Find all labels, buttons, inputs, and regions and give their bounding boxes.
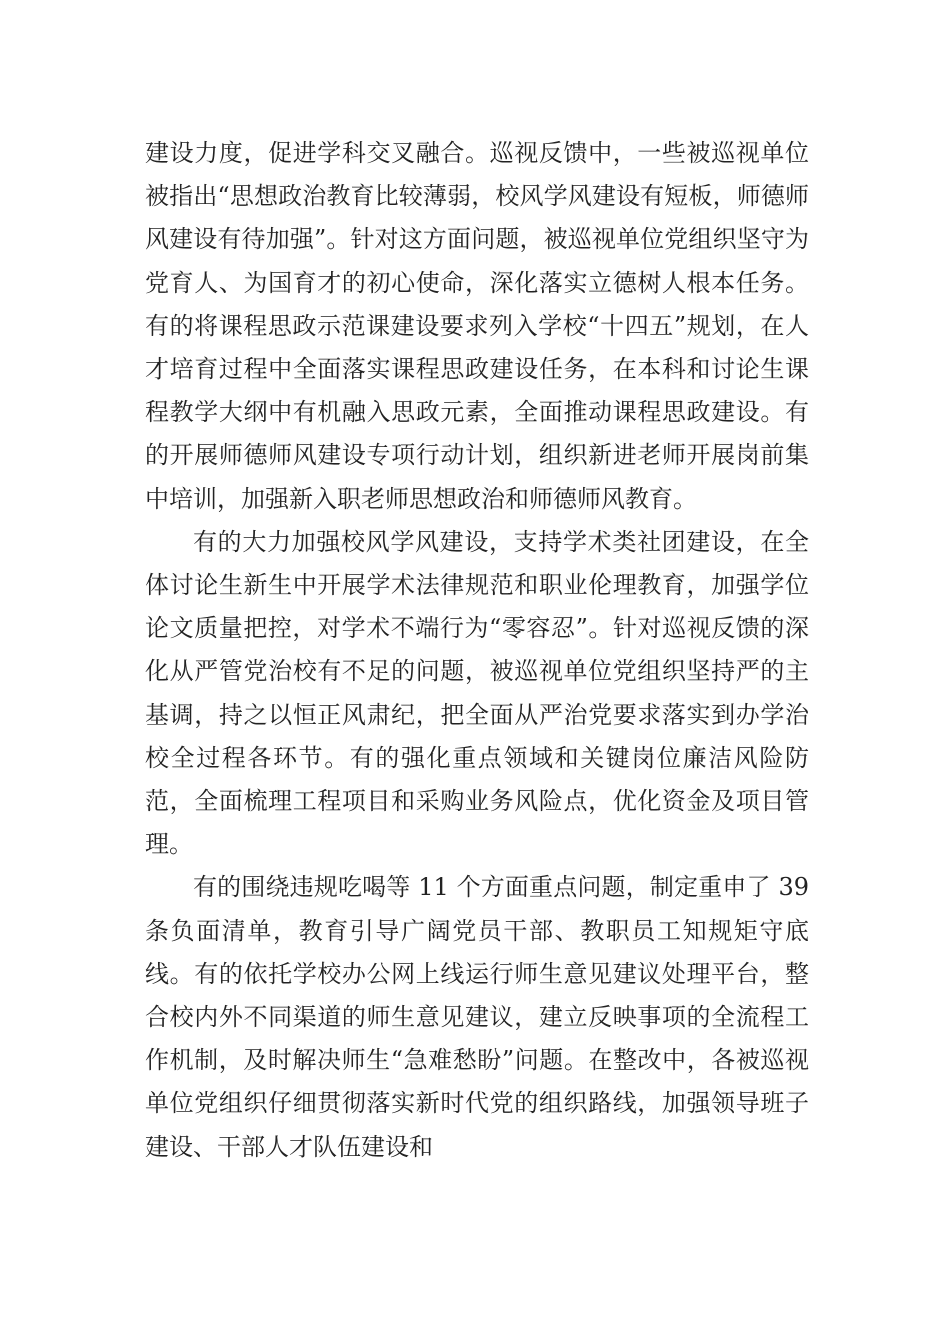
paragraph-1: 建设力度，促进学科交叉融合。巡视反馈中，一些被巡视单位被指出“思想政治教育比较薄弱，校风学风建设有短板，师德师风建设有待加强”。针对这方面问题，被巡视单位党组织坚守为党育人、为国育才的初心使命，深化落实立德树人根本任务。有的将课程思政示范课建设要求列入学校“十四五”规划，在人才培育过程中全面落实课程思政建设任务，在本科和讨论生课程教学大纲中有机融入思政元素，全面推动课程思政建设。有的开展师德师风建设专项行动计划，组织新进老师开展岗前集中培训，加强新入职老师思想政治和师德师风教育。 [145, 139, 809, 513]
body-text [145, 132, 809, 1169]
paragraph-3: 有的围绕违规吃喝等 11 个方面重点问题，制定重申了 39 条负面清单，教育引导广阔党员干部、教职员工知规矩守底线。有的依托学校办公网上线运行师生意见建议处理平台，整合校内外不同渠道的师生意见建议，建立反映事项的全流程工作机制，及时解决师生“急难愁盼”问题。在整改中，各被巡视单位党组织仔细贯彻落实新时代党的组织路线，加强领导班子建设、干部人才队伍建设和 [145, 873, 809, 1161]
paragraph-2: 有的大力加强校风学风建设，支持学术类社团建设，在全体讨论生新生中开展学术法律规范和职业伦理教育，加强学位论文质量把控，对学术不端行为“零容忍”。针对巡视反馈的深化从严管党治校有不足的问题，被巡视单位党组织坚持严的主基调，持之以恒正风肃纪，把全面从严治党要求落实到办学治校全过程各环节。有的强化重点领域和关键岗位廉洁风险防范，全面梳理工程项目和采购业务风险点，优化资金及项目管理。 [145, 527, 809, 859]
